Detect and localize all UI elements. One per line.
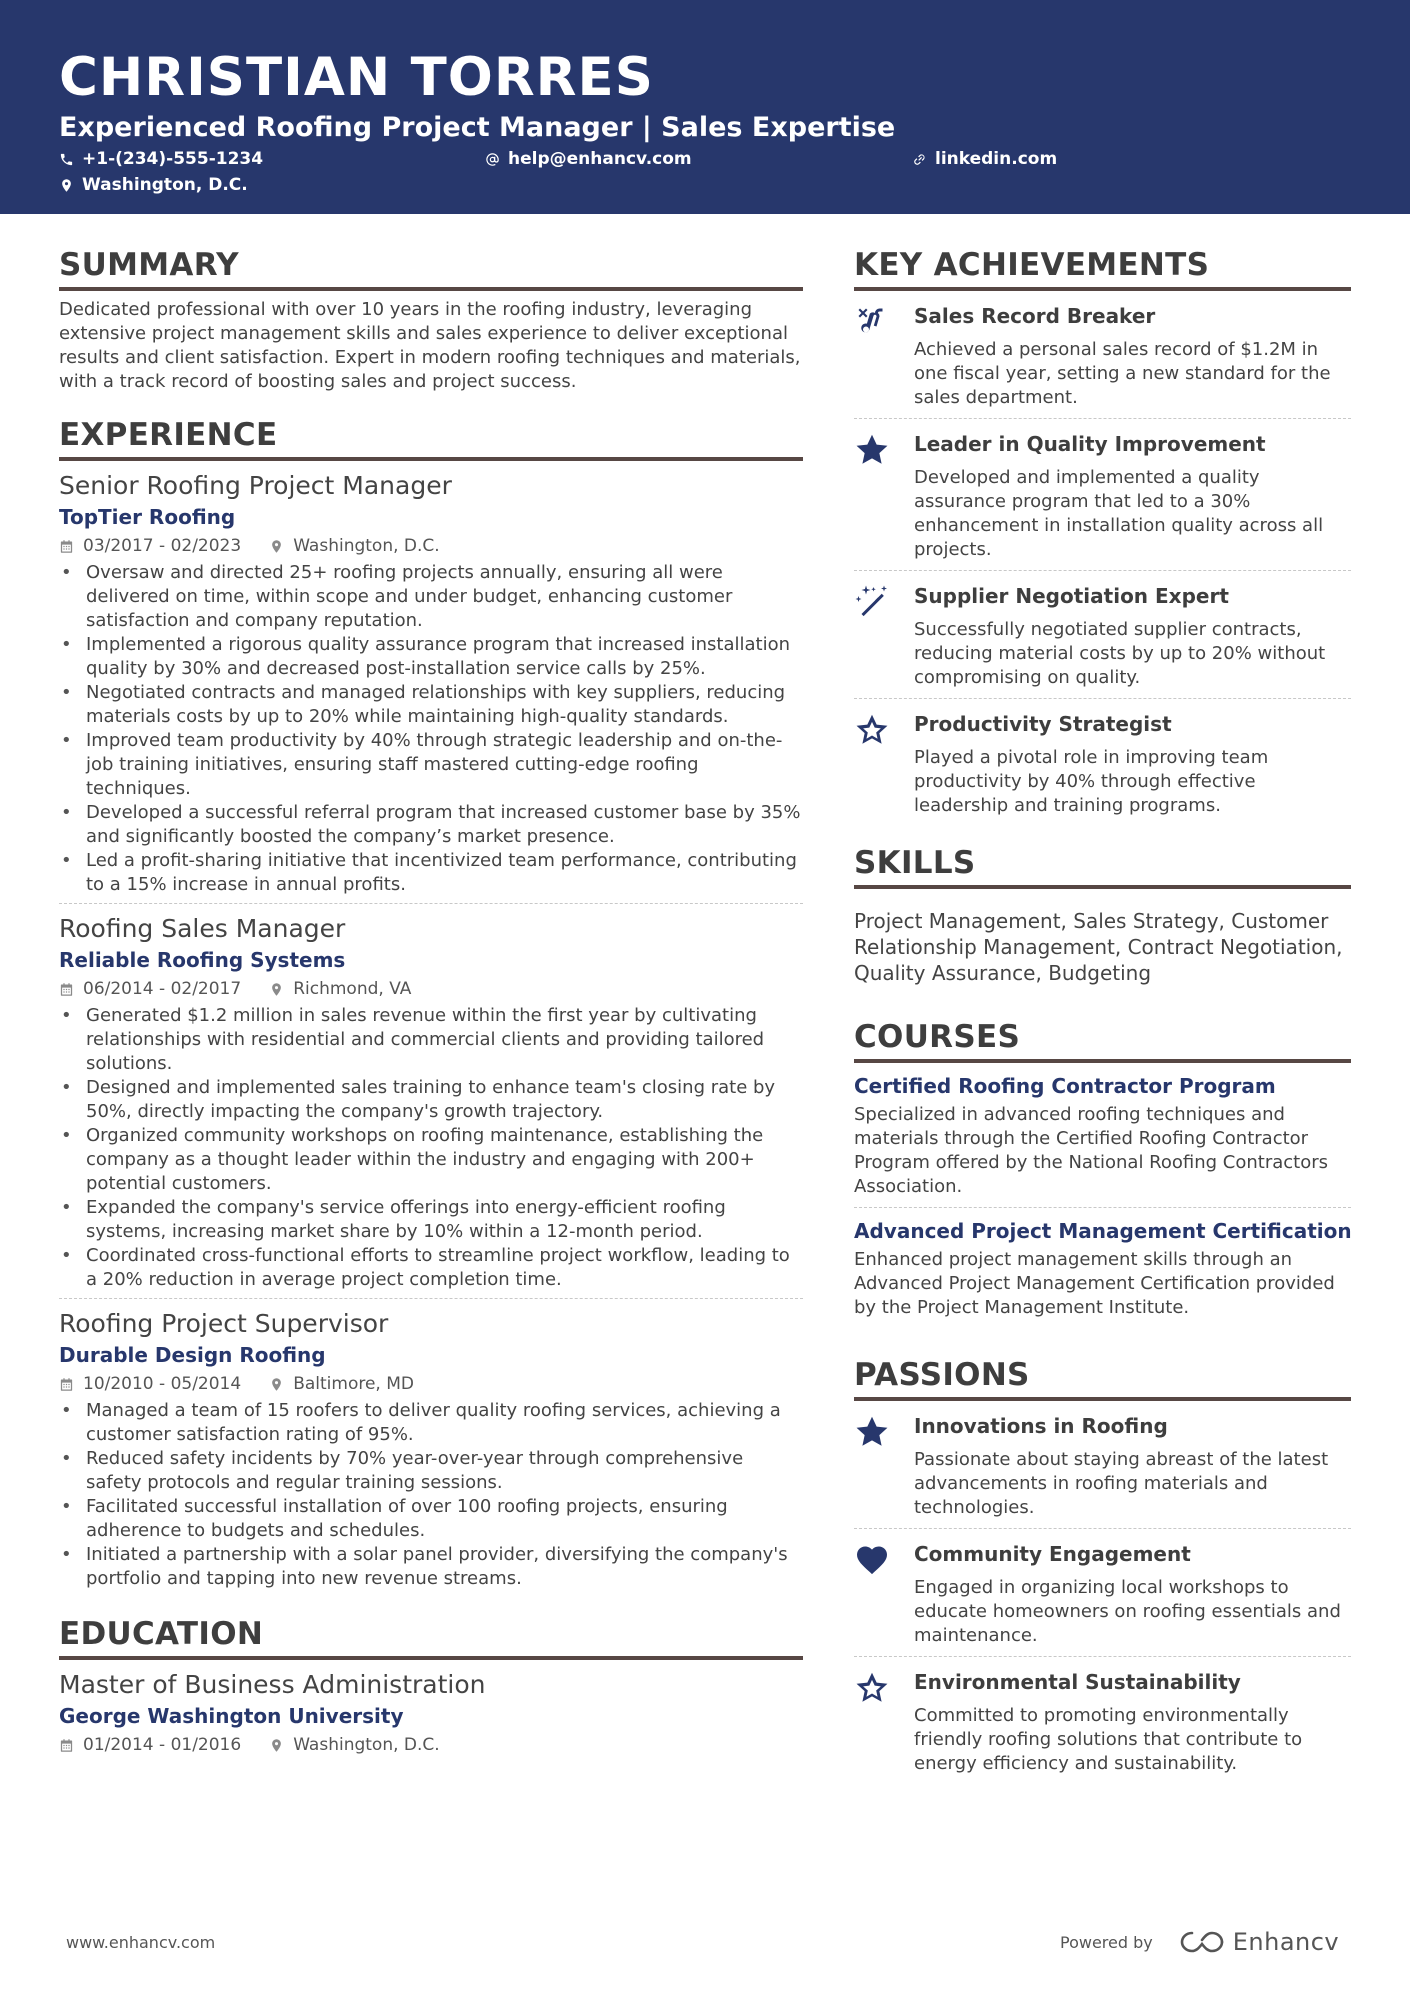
phone-text: +1-(234)-555-1234 <box>82 149 264 169</box>
achievement-icon-wrap <box>854 431 894 562</box>
achievement-title: Sales Record Breaker <box>914 304 1156 328</box>
bullet-item: • Facilitated successful installation of over 100 roofing projects, ensuring adherence to budgets and schedules. <box>59 1495 803 1543</box>
job-dates <box>59 976 241 1002</box>
bullet-item: • Designed and implemented sales training to enhance team's closing rate by 50%, directly impacting the company's growth trajectory. <box>59 1076 803 1124</box>
resume-header <box>0 0 1410 214</box>
job-location-text: Washington, D.C. <box>293 536 440 556</box>
achievement-body <box>914 431 1351 562</box>
job-location <box>269 1371 414 1397</box>
course-item <box>854 1063 1351 1208</box>
course-title: Advanced Project Management Certification <box>854 1219 1352 1243</box>
bullet-item: • Coordinated cross-functional efforts to streamline project workflow, leading to a 20% reduction in average project completion time. <box>59 1244 803 1292</box>
company-name: Reliable Roofing Systems <box>59 948 346 972</box>
job-title: Senior Roofing Project Manager <box>59 471 452 500</box>
job-dates <box>59 1371 241 1397</box>
left-column <box>59 246 803 1786</box>
job-bullets <box>59 1399 803 1591</box>
bullet-item: • Expanded the company's service offerings into energy-efficient roofing systems, increasing market share by 10% within a 12-month period. <box>59 1196 803 1244</box>
education-location-text: Washington, D.C. <box>293 1735 440 1755</box>
job-location <box>269 976 411 1002</box>
bullet-item: • Improved team productivity by 40% through strategic leadership and on-the-job training initiatives, ensuring staff mastered cutting-edge roofing techniques. <box>59 729 803 801</box>
skills-text: Project Management, Sales Strategy, Customer Relationship Management, Contract Negotiation, Quality Assurance, Budgeting <box>854 909 1343 985</box>
achievement-icon-wrap <box>854 303 894 410</box>
job-meta <box>59 976 803 1002</box>
passion-title: Innovations in Roofing <box>914 1414 1168 1438</box>
achievement-desc: Achieved a personal sales record of $1.2M in one fiscal year, setting a new standard for the sales department. <box>914 339 1331 408</box>
bullet-item: • Negotiated contracts and managed relationships with key suppliers, reducing materials costs by up to 20% while maintaining high-quality standards. <box>59 681 803 729</box>
achievement-icon-wrap <box>854 583 894 690</box>
section-title-courses: COURSES <box>854 1018 1351 1063</box>
star-outline-icon <box>854 712 890 748</box>
location-pin-icon <box>269 1738 284 1753</box>
achievement-title: Leader in Quality Improvement <box>914 432 1266 456</box>
job-dates-text: 10/2010 - 05/2014 <box>83 1374 242 1394</box>
bullet-item: • Organized community workshops on roofing maintenance, establishing the company as a thought leader within the industry and engaging with 200+ potential customers. <box>59 1124 803 1196</box>
job-meta <box>59 1371 803 1397</box>
right-column <box>854 246 1351 1806</box>
bullet-item: • Initiated a partnership with a solar panel provider, diversifying the company's portfolio and tapping into new revenue streams. <box>59 1543 803 1591</box>
summary-text: Dedicated professional with over 10 years in the roofing industry, leveraging extensive project management skills and sales experience to deliver exceptional results and client satisfaction. Expert in modern roofing techniques and materials, with a track record of boosting sales and project success. <box>59 299 801 392</box>
education-dates-text: 01/2014 - 01/2016 <box>83 1735 242 1755</box>
passion-body <box>914 1669 1351 1776</box>
passion-desc: Committed to promoting environmentally friendly roofing solutions that contribute to energy efficiency and sustainability. <box>914 1705 1303 1774</box>
achievement-desc: Played a pivotal role in improving team productivity by 40% through effective leadership and training programs. <box>914 747 1269 816</box>
location-pin-icon <box>269 982 284 997</box>
job-bullets <box>59 561 803 897</box>
courses-section <box>854 1018 1351 1328</box>
passions-section <box>854 1356 1351 1784</box>
magic-wand-icon <box>854 584 890 620</box>
degree-title: Master of Business Administration <box>59 1670 486 1699</box>
achievement-title: Productivity Strategist <box>914 712 1172 736</box>
job-meta <box>59 533 803 559</box>
candidate-headline: Experienced Roofing Project Manager | Sales Expertise <box>59 112 896 143</box>
education-section <box>59 1615 803 1764</box>
calendar-icon <box>59 1377 74 1392</box>
job-title: Roofing Sales Manager <box>59 914 346 943</box>
achievement-body <box>914 711 1351 818</box>
calendar-icon <box>59 1738 74 1753</box>
job-dates-text: 06/2014 - 02/2017 <box>83 979 242 999</box>
job-dates-text: 03/2017 - 02/2023 <box>83 536 242 556</box>
passion-icon-wrap <box>854 1541 894 1648</box>
skills-section <box>854 844 1351 986</box>
bullet-item: • Reduced safety incidents by 70% year-over-year through comprehensive safety protocols and regular training sessions. <box>59 1447 803 1495</box>
job-dates <box>59 533 241 559</box>
at-sign-icon <box>485 152 500 167</box>
enhancv-logo[interactable] <box>1179 1928 1339 1956</box>
section-title-skills: SKILLS <box>854 844 1351 889</box>
passion-icon-wrap <box>854 1669 894 1776</box>
phone-icon <box>59 152 74 167</box>
star-filled-icon <box>854 1414 890 1450</box>
section-title-experience: EXPERIENCE <box>59 416 803 461</box>
bullet-item: • Oversaw and directed 25+ roofing projects annually, ensuring all were delivered on time, within scope and under budget, enhancing customer satisfaction and company reputation. <box>59 561 803 633</box>
bullet-item: • Developed a successful referral program that increased customer base by 35% and significantly boosted the company’s market presence. <box>59 801 803 849</box>
passion-item <box>854 1529 1351 1657</box>
heart-icon <box>854 1542 890 1578</box>
passion-item <box>854 1401 1351 1529</box>
course-item <box>854 1208 1351 1328</box>
course-title: Certified Roofing Contractor Program <box>854 1074 1276 1098</box>
powered-by-label: Powered by <box>1060 1932 1153 1952</box>
education-entry <box>59 1660 803 1764</box>
summary-section <box>59 246 803 394</box>
rocket-path-icon <box>854 304 890 340</box>
passion-body <box>914 1413 1351 1520</box>
achievement-body <box>914 583 1351 690</box>
achievement-item <box>854 571 1351 699</box>
job-bullets <box>59 1004 803 1292</box>
contact-phone <box>59 148 263 170</box>
location-pin-icon <box>269 1377 284 1392</box>
achievement-icon-wrap <box>854 711 894 818</box>
section-title-passions: PASSIONS <box>854 1356 1351 1401</box>
star-outline-icon <box>854 1670 890 1706</box>
section-title-summary: SUMMARY <box>59 246 803 291</box>
passion-desc: Passionate about staying abreast of the latest advancements in roofing materials and technologies. <box>914 1449 1329 1518</box>
passion-icon-wrap <box>854 1413 894 1520</box>
passion-desc: Engaged in organizing local workshops to educate homeowners on roofing essentials and maintenance. <box>914 1577 1341 1646</box>
education-meta <box>59 1732 803 1758</box>
bullet-item: • Implemented a rigorous quality assurance program that increased installation quality by 30% and decreased post-installation service calls by 25%. <box>59 633 803 681</box>
achievements-section <box>854 246 1351 826</box>
footer-website[interactable]: www.enhancv.com <box>66 1933 216 1952</box>
bullet-item: • Led a profit-sharing initiative that incentivized team performance, contributing to a 15% increase in annual profits. <box>59 849 803 897</box>
school-name: George Washington University <box>59 1704 404 1728</box>
passion-title: Community Engagement <box>914 1542 1191 1566</box>
star-filled-icon <box>854 432 890 468</box>
calendar-icon <box>59 982 74 997</box>
location-pin-icon <box>59 178 74 193</box>
company-name: TopTier Roofing <box>59 505 236 529</box>
linkedin-link[interactable]: linkedin.com <box>935 149 1058 169</box>
achievement-item <box>854 699 1351 826</box>
passion-item <box>854 1657 1351 1784</box>
contact-location <box>59 174 248 196</box>
calendar-icon <box>59 539 74 554</box>
course-desc: Enhanced project management skills through an Advanced Project Management Certification provided by the Project Management Institute. <box>854 1249 1335 1318</box>
brand-name: Enhancv <box>1232 1928 1340 1956</box>
bullet-item: • Generated $1.2 million in sales revenue within the first year by cultivating relationships with residential and commercial clients and providing tailored solutions. <box>59 1004 803 1076</box>
job-location-text: Richmond, VA <box>293 979 412 999</box>
achievement-desc: Successfully negotiated supplier contracts, reducing material costs by up to 20% without compromising on quality. <box>914 619 1326 688</box>
course-desc: Specialized in advanced roofing techniques and materials through the Certified Roofing Contractor Program offered by the National Roofing Contractors Association. <box>854 1104 1329 1197</box>
footer-branding <box>1060 1928 1339 1956</box>
experience-entry <box>59 1299 803 1597</box>
education-location <box>269 1732 439 1758</box>
contact-email[interactable] <box>485 148 692 170</box>
achievement-item <box>854 419 1351 571</box>
job-location <box>269 533 439 559</box>
job-location-text: Baltimore, MD <box>293 1374 414 1394</box>
candidate-name: CHRISTIAN TORRES <box>59 47 654 108</box>
education-dates <box>59 1732 241 1758</box>
section-title-achievements: KEY ACHIEVEMENTS <box>854 246 1351 291</box>
achievement-title: Supplier Negotiation Expert <box>914 584 1229 608</box>
location-pin-icon <box>269 539 284 554</box>
bullet-item: • Managed a team of 15 roofers to deliver quality roofing services, achieving a customer satisfaction rating of 95%. <box>59 1399 803 1447</box>
passion-body <box>914 1541 1351 1648</box>
company-name: Durable Design Roofing <box>59 1343 326 1367</box>
section-title-education: EDUCATION <box>59 1615 803 1660</box>
contact-linkedin[interactable] <box>912 148 1057 170</box>
email-link[interactable]: help@enhancv.com <box>508 149 692 169</box>
experience-entry <box>59 461 803 904</box>
link-icon <box>912 152 927 167</box>
achievement-item <box>854 291 1351 419</box>
location-text: Washington, D.C. <box>82 175 248 195</box>
experience-section <box>59 416 803 1597</box>
enhancv-logo-icon <box>1179 1929 1225 1955</box>
job-title: Roofing Project Supervisor <box>59 1309 389 1338</box>
achievement-body <box>914 303 1351 410</box>
passion-title: Environmental Sustainability <box>914 1670 1241 1694</box>
achievement-desc: Developed and implemented a quality assurance program that led to a 30% enhancement in installation quality across all projects. <box>914 467 1324 560</box>
experience-entry <box>59 904 803 1299</box>
